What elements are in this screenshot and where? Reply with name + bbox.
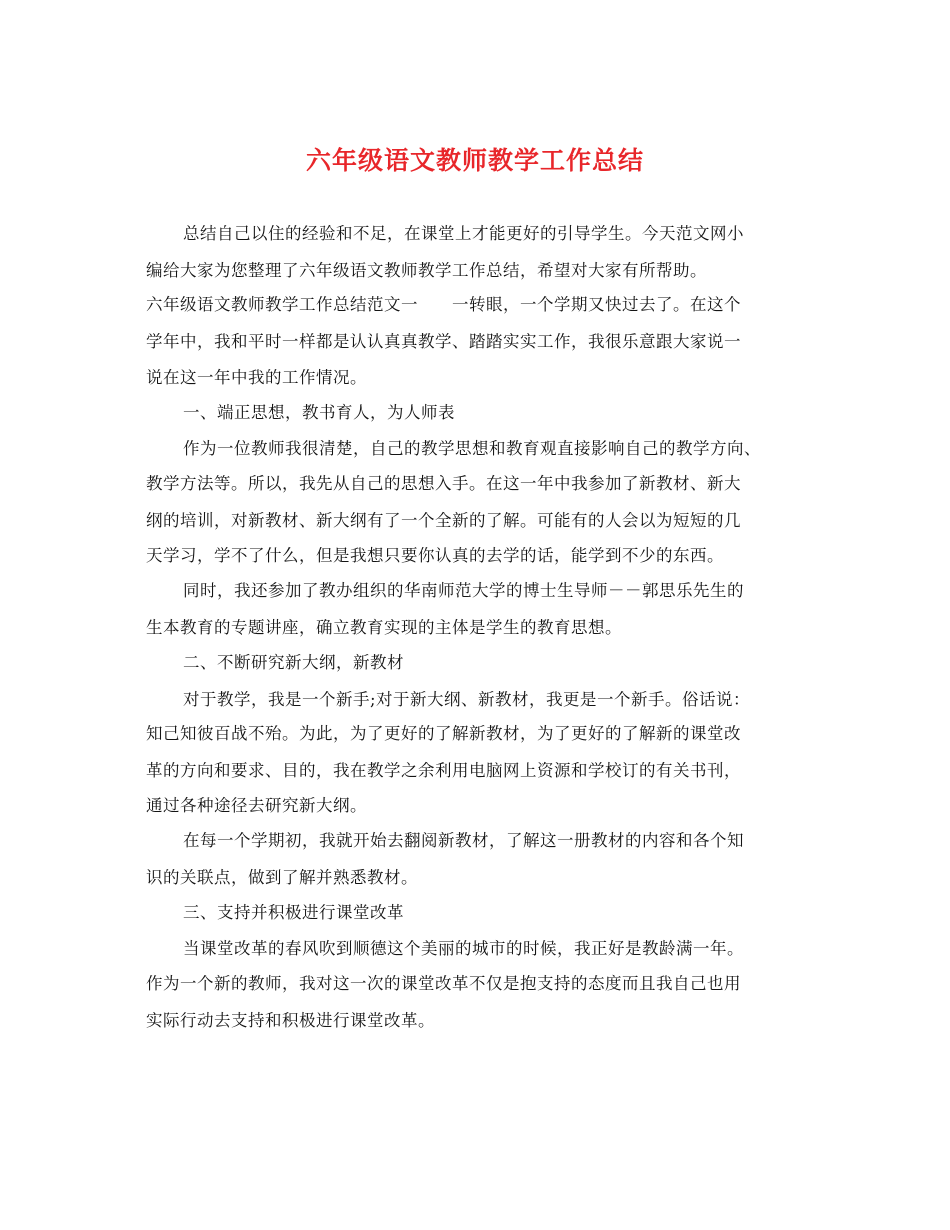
body-line: 对于教学，我是一个新手;对于新大纲、新教材，我更是一个新手。俗话说：	[183, 690, 751, 709]
document-title: 六年级语文教师教学工作总结	[305, 146, 644, 175]
body-line: 编给大家为您整理了六年级语文教师教学工作总结，希望对大家有所帮助。	[146, 261, 707, 280]
body-line: 同时，我还参加了教办组织的华南师范大学的博士生导师－－郭思乐先生的	[183, 581, 744, 600]
body-line: 通过各种途径去研究新大纲。	[146, 796, 367, 815]
section-heading: 三、支持并积极进行课堂改革	[183, 903, 404, 922]
body-line: 作为一位教师我很清楚，自己的教学思想和教育观直接影响自己的教学方向、	[183, 439, 761, 458]
body-line: 革的方向和要求、目的，我在教学之余利用电脑网上资源和学校订的有关书刊，	[146, 761, 741, 780]
body-line: 作为一个新的教师，我对这一次的课堂改革不仅是抱支持的态度而且我自己也用	[146, 974, 741, 993]
body-line: 天学习，学不了什么，但是我想只要你认真的去学的话，能学到不少的东西。	[146, 546, 724, 565]
body-line: 学年中，我和平时一样都是认认真真教学、踏踏实实工作，我很乐意跟大家说一	[146, 332, 741, 351]
body-line: 纲的培训，对新教材、新大纲有了一个全新的了解。可能有的人会以为短短的几	[146, 511, 741, 530]
section-heading: 一、端正思想，教书育人，为人师表	[183, 403, 455, 422]
body-line: 总结自己以住的经验和不足，在课堂上才能更好的引导学生。今天范文网小	[183, 224, 744, 243]
body-line: 在每一个学期初，我就开始去翻阅新教材，了解这一册教材的内容和各个知	[183, 831, 744, 850]
body-line: 说在这一年中我的工作情况。	[146, 368, 367, 387]
body-line: 当课堂改革的春风吹到顺德这个美丽的城市的时候，我正好是教龄满一年。	[183, 939, 744, 958]
body-line: 识的关联点，做到了解并熟悉教材。	[146, 868, 418, 887]
body-line: 生本教育的专题讲座，确立教育实现的主体是学生的教育思想。	[146, 618, 622, 637]
body-line: 教学方法等。所以，我先从自己的思想入手。在这一年中我参加了新教材、新大	[146, 474, 741, 493]
body-line: 六年级语文教师教学工作总结范文一 一转眼，一个学期又快过去了。在这个	[146, 295, 741, 314]
section-heading: 二、不断研究新大纲，新教材	[183, 653, 404, 672]
body-line: 实际行动去支持和积极进行课堂改革。	[146, 1011, 435, 1030]
body-line: 知己知彼百战不殆。为此，为了更好的了解新教材，为了更好的了解新的课堂改	[146, 724, 741, 743]
